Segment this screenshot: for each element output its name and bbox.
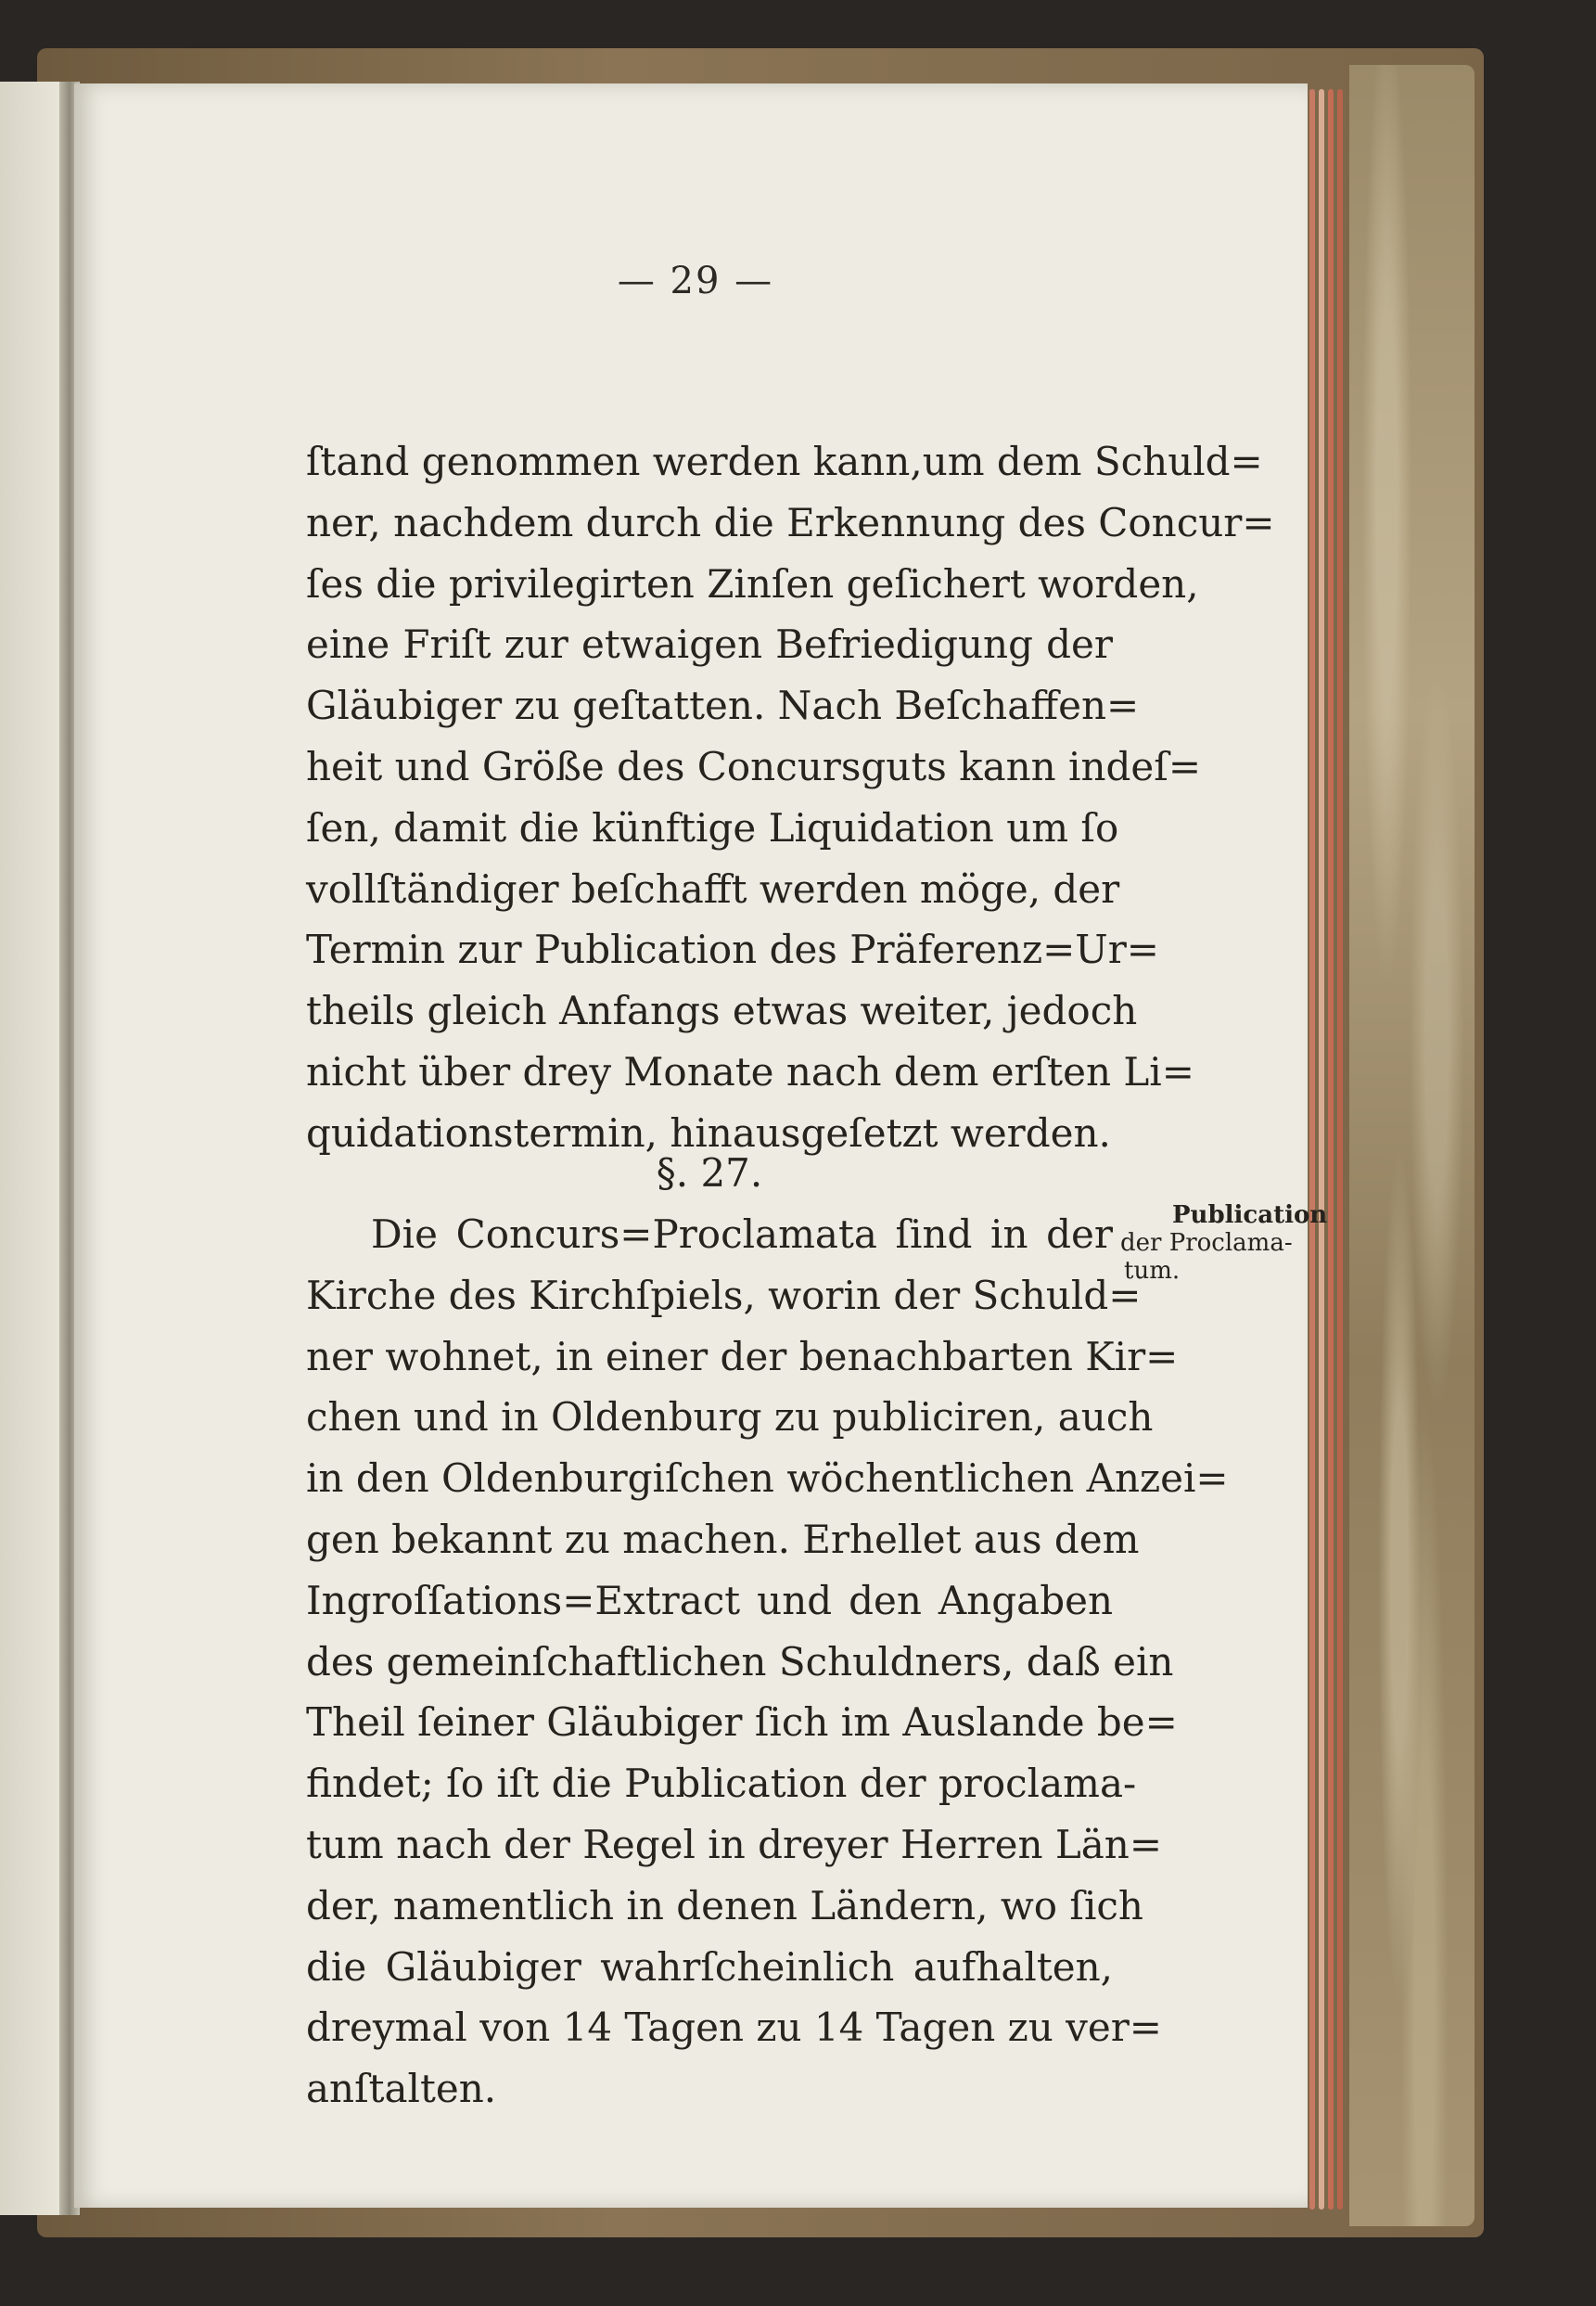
text-line: ſen, damit die künftige Liquidation um ſo (306, 804, 1119, 851)
marginal-note-line: tum. (1124, 1257, 1181, 1285)
text-line: theils gleich Anfangs etwas weiter, jedoch (306, 988, 1138, 1034)
marginal-note-line: Publication (1172, 1201, 1328, 1229)
text-line: vollſtändiger beſchafft werden möge, der (306, 865, 1120, 912)
text-line: chen und in Oldenburg zu publiciren, auch (306, 1394, 1154, 1441)
marbled-board (1349, 65, 1475, 2226)
text-line: gen bekannt zu machen. Erhellet aus dem (306, 1516, 1140, 1562)
page-edge (1319, 89, 1324, 2210)
text-line: ner, nachdem durch die Erkennung des Concur= (306, 499, 1275, 545)
paragraph-2 (306, 1204, 1229, 2120)
page-edge (1337, 89, 1343, 2210)
text-line: Theil ſeiner Gläubiger ſich im Auslande be= (306, 1699, 1178, 1746)
text-line: Gläubiger zu geſtatten. Nach Beſchaffen= (306, 683, 1140, 729)
text-line: dreymal von 14 Tagen zu 14 Tagen zu ver= (306, 2005, 1162, 2051)
text-line: tum nach der Regel in dreyer Herren Län= (306, 1821, 1163, 1867)
text-line: heit und Größe des Concursguts kann indeſ= (306, 743, 1202, 789)
text-line: in den Oldenburgiſchen wöchentlichen Anzei= (306, 1455, 1229, 1502)
text-line: ſtand genommen werden kann,um dem Schuld= (306, 439, 1263, 484)
text-line: der, namentlich in denen Ländern, wo ſich (306, 1882, 1143, 1928)
paragraph-1 (306, 431, 1275, 1164)
page-edge (1328, 89, 1334, 2210)
text-line: quidationstermin, hinausgeſetzt werden. (306, 1109, 1111, 1156)
text-line: ner wohnet, in einer der benachbarten Kir= (306, 1333, 1179, 1379)
section-heading: §. 27. (656, 1150, 763, 1196)
right-page (74, 83, 1328, 2208)
text-line: nicht über drey Monate nach dem erſten Li= (306, 1048, 1194, 1095)
text-line: Die Concurs=Proclamata ſind in der (371, 1211, 1113, 1257)
text-line: findet; ſo iſt die Publication der proclama- (306, 1761, 1137, 1807)
marginal-note (1120, 1201, 1334, 1285)
page-number: — 29 — (617, 260, 774, 302)
text-line: ſes die privilegirten Zinſen geſichert worden, (306, 560, 1199, 607)
text-line: Kirche des Kirchſpiels, worin der Schuld= (306, 1272, 1142, 1318)
text-line: Ingroſſations=Extract und den Angaben (306, 1577, 1113, 1623)
text-line: eine Friſt zur etwaigen Befriedigung der (306, 621, 1113, 668)
text-line: des gemeinſchaftlichen Schuldners, daß ein (306, 1638, 1174, 1685)
marginal-note-line: der Proclama- (1120, 1229, 1293, 1257)
text-line: Termin zur Publication des Präferenz=Ur= (306, 927, 1159, 973)
text-line: anſtalten. (306, 2066, 497, 2112)
text-line: die Gläubiger wahrſcheinlich aufhalten, (306, 1943, 1113, 1990)
page-edge (1309, 89, 1315, 2210)
